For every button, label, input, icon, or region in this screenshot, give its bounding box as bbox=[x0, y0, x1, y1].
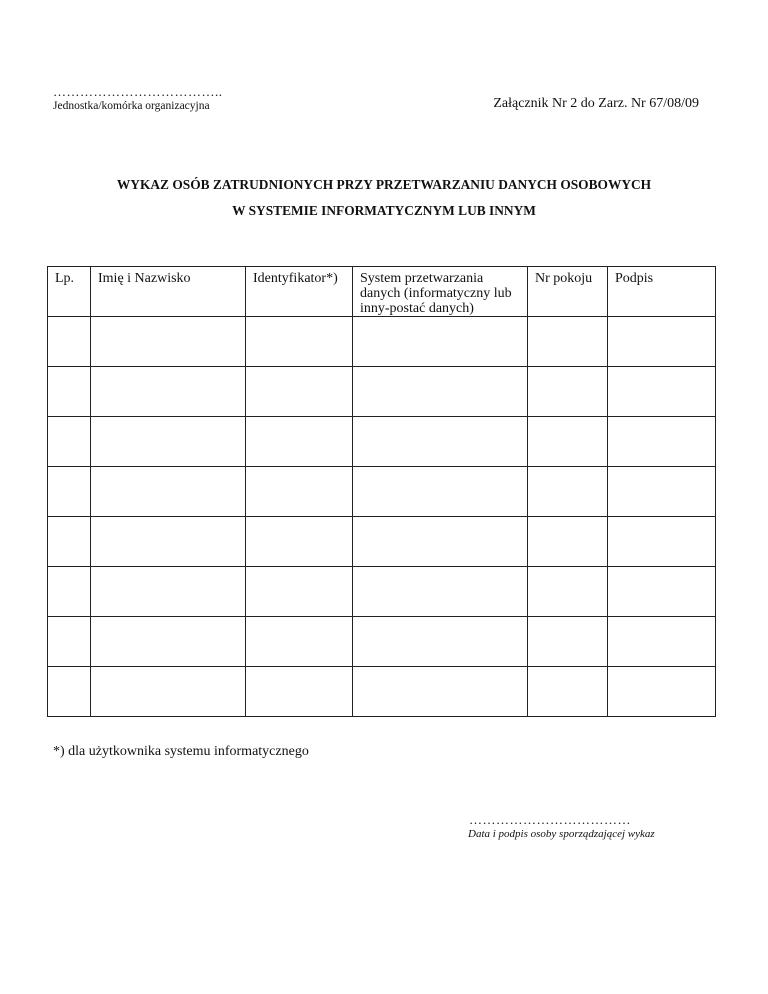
unit-dotted-line: ……………………………….. bbox=[53, 84, 223, 99]
table-cell-lp bbox=[48, 667, 91, 717]
table-cell-lp bbox=[48, 617, 91, 667]
table-row bbox=[48, 667, 716, 717]
signature-dotted-line: ……………………………… bbox=[469, 812, 631, 827]
table-cell-name bbox=[91, 367, 246, 417]
table-cell-lp bbox=[48, 567, 91, 617]
table-cell-identifier bbox=[246, 517, 353, 567]
table-cell-room-number bbox=[528, 617, 608, 667]
table-cell-name bbox=[91, 417, 246, 467]
table-row bbox=[48, 517, 716, 567]
signature-label: Data i podpis osoby sporządzającej wykaz bbox=[468, 828, 655, 840]
table-cell-room-number bbox=[528, 317, 608, 367]
table-cell-signature bbox=[608, 517, 716, 567]
table-cell-name bbox=[91, 567, 246, 617]
table-row bbox=[48, 317, 716, 367]
table-cell-identifier bbox=[246, 317, 353, 367]
table-body bbox=[48, 317, 716, 717]
document-title-line-1: WYKAZ OSÓB ZATRUDNIONYCH PRZY PRZETWARZANIU DANYCH OSOBOWYCH bbox=[116, 177, 652, 192]
table-cell-processing-system bbox=[353, 317, 528, 367]
table-cell-signature bbox=[608, 567, 716, 617]
table-cell-processing-system bbox=[353, 617, 528, 667]
table-cell-processing-system bbox=[353, 417, 528, 467]
footnote: *) dla użytkownika systemu informatycznego bbox=[53, 744, 309, 759]
table-cell-lp bbox=[48, 517, 91, 567]
column-header-identifier: Identyfikator*) bbox=[246, 267, 353, 317]
table-cell-processing-system bbox=[353, 667, 528, 717]
table-cell-name bbox=[91, 317, 246, 367]
table-cell-lp bbox=[48, 417, 91, 467]
column-header-name: Imię i Nazwisko bbox=[91, 267, 246, 317]
table-cell-lp bbox=[48, 367, 91, 417]
table-row bbox=[48, 417, 716, 467]
column-header-room-number: Nr pokoju bbox=[528, 267, 608, 317]
column-header-signature: Podpis bbox=[608, 267, 716, 317]
table-cell-name bbox=[91, 667, 246, 717]
table-cell-identifier bbox=[246, 417, 353, 467]
table-cell-signature bbox=[608, 367, 716, 417]
table-cell-processing-system bbox=[353, 467, 528, 517]
unit-label: Jednostka/komórka organizacyjna bbox=[53, 100, 210, 112]
table-cell-signature bbox=[608, 467, 716, 517]
annex-reference: Załącznik Nr 2 do Zarz. Nr 67/08/09 bbox=[493, 96, 699, 111]
table-cell-identifier bbox=[246, 667, 353, 717]
table-cell-room-number bbox=[528, 667, 608, 717]
table-cell-room-number bbox=[528, 417, 608, 467]
table-row bbox=[48, 617, 716, 667]
table-cell-room-number bbox=[528, 517, 608, 567]
table-row bbox=[48, 567, 716, 617]
table-cell-room-number bbox=[528, 467, 608, 517]
table-cell-processing-system bbox=[353, 517, 528, 567]
table-cell-signature bbox=[608, 417, 716, 467]
table-row bbox=[48, 367, 716, 417]
employee-register-table bbox=[47, 266, 716, 717]
table-cell-processing-system bbox=[353, 567, 528, 617]
table-cell-lp bbox=[48, 467, 91, 517]
table-cell-signature bbox=[608, 667, 716, 717]
table-cell-signature bbox=[608, 317, 716, 367]
table-cell-name bbox=[91, 617, 246, 667]
table-cell-identifier bbox=[246, 467, 353, 517]
column-header-lp: Lp. bbox=[48, 267, 91, 317]
document-title-line-2: W SYSTEMIE INFORMATYCZNYM LUB INNYM bbox=[232, 203, 536, 218]
table-header-row bbox=[48, 267, 716, 317]
table-cell-name bbox=[91, 467, 246, 517]
table-cell-room-number bbox=[528, 367, 608, 417]
table-cell-identifier bbox=[246, 617, 353, 667]
table-cell-lp bbox=[48, 317, 91, 367]
table-cell-room-number bbox=[528, 567, 608, 617]
table-cell-identifier bbox=[246, 567, 353, 617]
table-cell-identifier bbox=[246, 367, 353, 417]
table-cell-processing-system bbox=[353, 367, 528, 417]
column-header-processing-system: System przetwarzania danych (informatyczny lub inny-postać danych) bbox=[353, 267, 528, 317]
table-cell-name bbox=[91, 517, 246, 567]
table-row bbox=[48, 467, 716, 517]
table-cell-signature bbox=[608, 617, 716, 667]
